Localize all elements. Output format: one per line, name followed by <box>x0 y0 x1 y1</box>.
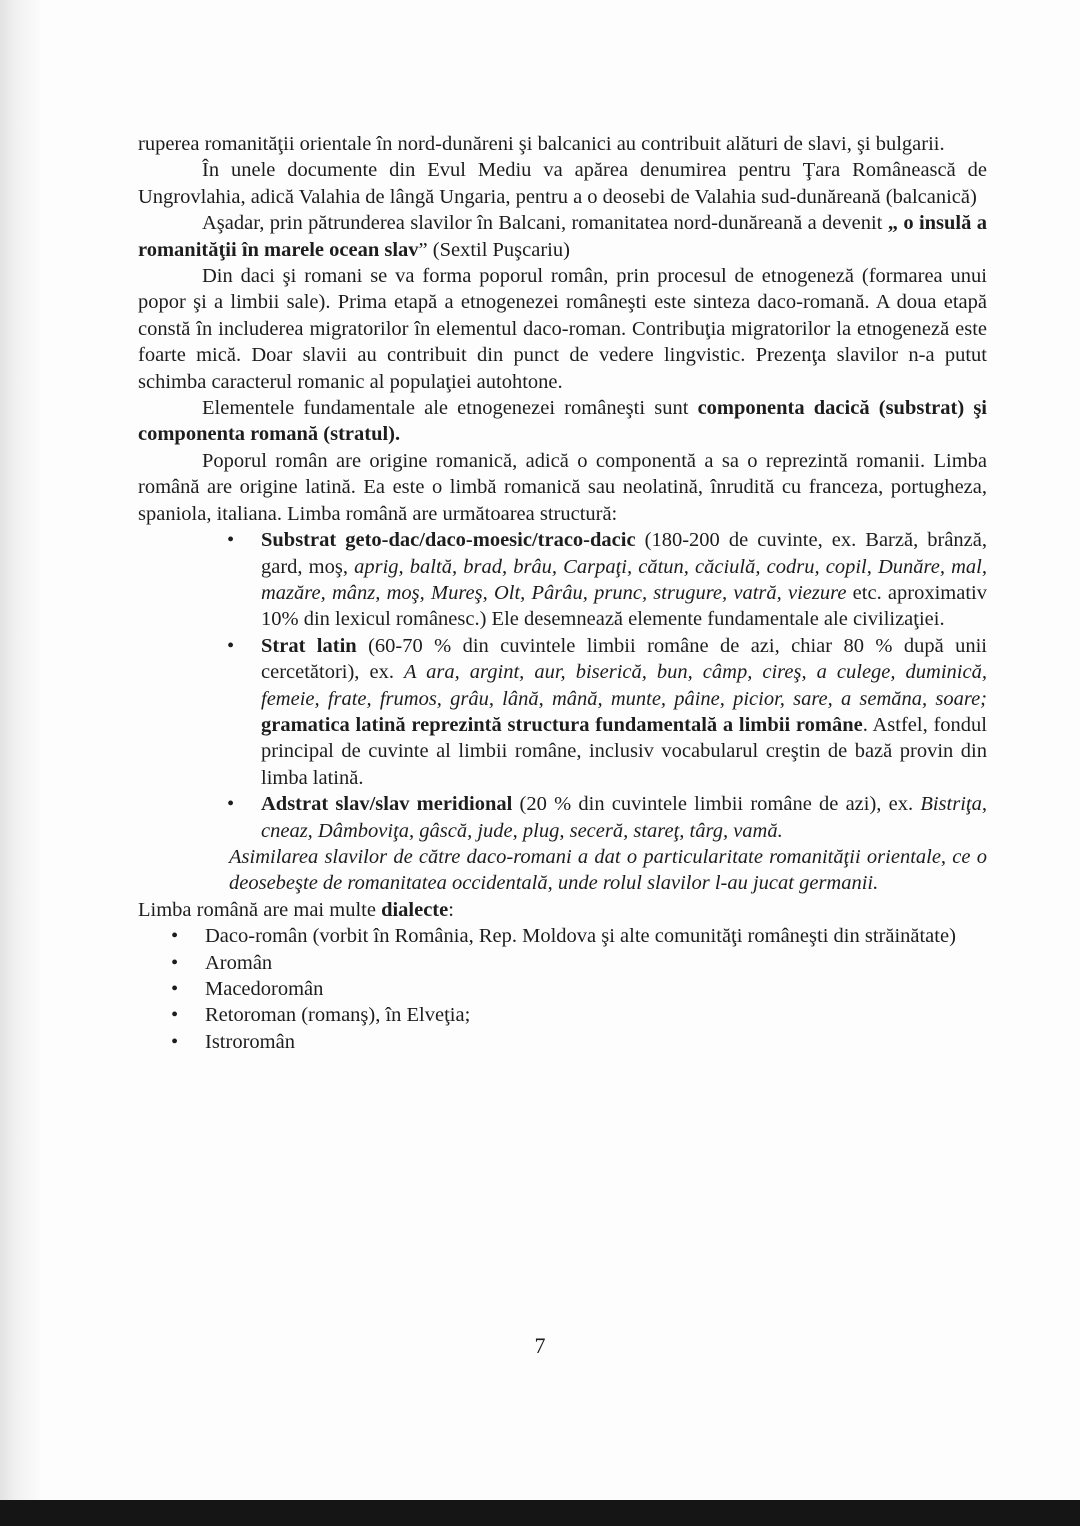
paragraph-2: În unele documente din Evul Mediu va apărea denumirea pentru Ţara Românească de Ungrovlahia, adică Valahia de lângă Ungaria, pentru a o deosebi de Valahia sud-dunăreană (balcanică) <box>138 159 987 208</box>
item-examples: A ara, argint, aur, biserică, bun, câmp, cireş, a culege, duminică, femeie, frate, frumos, grâu, lână, mână, munte, pâine, picior, sare, a semăna, soare; <box>261 661 987 710</box>
list-item <box>138 1029 987 1055</box>
dialect-label: Aromân <box>205 951 273 974</box>
item-examples: aprig, baltă, brad, brâu, Carpaţi, cătun, căciulă, codru, copil, Dunăre, mal, mazăre, mânz, moş, Mureş, Olt, Pârâu, prunc, strugure, vatră, viezure <box>261 555 987 604</box>
page-number: 7 <box>534 1333 546 1358</box>
item-title: Strat latin <box>261 634 357 657</box>
paragraph-3-source: ” (Sextil Puşcariu) <box>418 238 570 261</box>
bullet-icon: • <box>171 978 179 1000</box>
dialects-intro-colon: : <box>448 898 454 921</box>
list-item <box>138 633 987 791</box>
scan-bottom-edge <box>0 1500 1080 1526</box>
bullet-icon: • <box>227 793 235 816</box>
list-item <box>138 923 987 949</box>
paragraph-3 <box>138 210 987 263</box>
list-item <box>138 976 987 1002</box>
paragraph-1: ruperea romanităţii orientale în nord-dunăreni şi balcanici au contribuit alături de slavi, şi bulgarii. <box>138 133 945 155</box>
list-item <box>138 1002 987 1028</box>
dialect-label: Daco-român (vorbit în România, Rep. Moldova şi alte comunităţi româneşti din străinătate) <box>205 925 956 948</box>
bullet-icon: • <box>171 1030 179 1053</box>
item-examples: Bistriţa, cneaz, Dâmboviţa, gâscă, jude, plug, seceră, stareţ, târg, vamă. <box>261 793 987 842</box>
bullet-icon: • <box>227 634 235 657</box>
bullet-icon: • <box>227 529 235 552</box>
bullet-icon: • <box>171 925 179 948</box>
paragraph-4: Din daci şi romani se va forma poporul român, prin procesul de etnogeneză (formarea unui popor şi a limbii sale). Prima etapă a etnogenezei româneşti este sinteza daco-romană. A doua etapă constă în includerea migratorilor în elementul daco-roman. Contribuţia migratorilor la etnogeneză este foarte mică. Doar slavii au contribuit din punct de vedere lingvistic. Prezenţa slavilor n-a putut schimba caracterul romanic al populaţiei autohtone. <box>138 265 987 393</box>
paragraph-3-quote: „ o insulă a romanităţii în marele ocean slav <box>138 212 987 261</box>
item-title: Adstrat slav/slav meridional <box>261 793 513 816</box>
bullet-icon: • <box>171 951 179 974</box>
item-text: . Astfel, fondul principal de cuvinte al limbii române, inclusiv vocabularul creştin de bază provin din limba latină. <box>261 713 987 789</box>
paragraph-5-bold: componenta dacică (substrat) şi componenta romană (stratul). <box>138 397 987 446</box>
dialects-intro <box>138 897 987 923</box>
item-text: etc. aproximativ 10% din lexicul românesc.) Ele desemnează elemente fundamentale ale civilizaţiei. <box>261 581 987 631</box>
italic-note: Asimilarea slavilor de către daco-romani a dat o particularitate romanităţii orientale, ce o deosebeşte de romanitatea occidentală, unde rolul slavilor l-au jucat germanii. <box>229 845 987 895</box>
paragraph-5-text: Elementele fundamentale ale etnogenezei româneşti sunt <box>202 397 698 420</box>
list-item <box>138 950 987 976</box>
paragraph-5 <box>138 395 987 448</box>
item-text: (20 % din cuvintele limbii române de azi), ex. <box>512 793 921 816</box>
dialects-intro-text: Limba română are mai multe <box>138 898 382 921</box>
item-text: (180-200 de cuvinte, ex. Barză, brânză, gard, moş, <box>261 529 987 578</box>
paragraph-6: Poporul român are origine romanică, adică o componentă a sa o reprezintă romanii. Limba română are origine latină. Ea este o limbă romanică sau neolatină, înrudită cu franceza, portugheza, spaniola, italiana. Limba română are următoarea structură: <box>138 449 987 525</box>
item-text: (60-70 % din cuvintele limbii române de azi, chiar 80 % după unii cercetători), ex. <box>261 634 987 684</box>
dialect-label: Istroromân <box>205 1030 295 1053</box>
page-text <box>138 131 987 1055</box>
book-spine-shadow <box>0 0 40 1526</box>
list-item <box>138 527 987 633</box>
dialect-label: Retoroman (romanş), în Elveţia; <box>205 1004 471 1027</box>
item-title: Substrat geto-dac/daco-moesic/traco-dacic <box>261 529 636 552</box>
paragraph-3-text: Aşadar, prin pătrunderea slavilor în Balcani, romanitatea nord-dunăreană a devenit <box>202 212 888 235</box>
item-bold: gramatica latină reprezintă structura fundamentală a limbii române <box>261 713 863 736</box>
bullet-icon: • <box>171 1004 179 1027</box>
list-item <box>138 791 987 844</box>
dialects-list <box>138 923 987 1055</box>
dialect-label: Macedoromân <box>205 978 324 1000</box>
language-structure-list <box>138 527 987 844</box>
dialects-intro-bold: dialecte <box>381 898 449 921</box>
